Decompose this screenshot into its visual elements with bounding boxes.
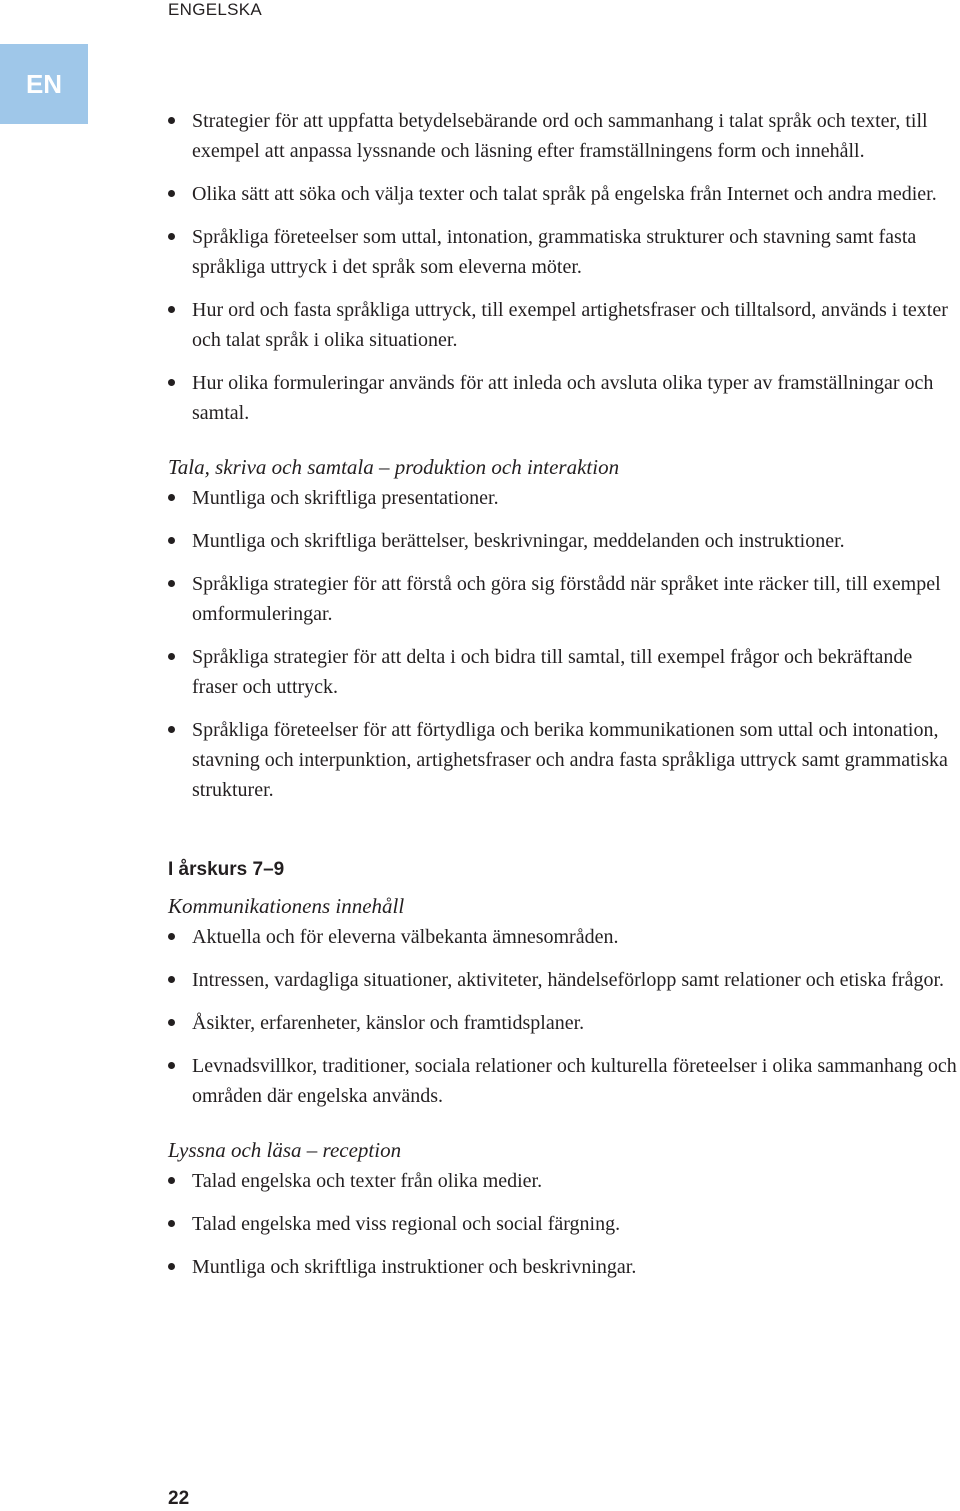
- list-item: Intressen, vardagliga situationer, aktiviteter, händelseförlopp samt relationer och etiska frågor.: [168, 965, 958, 995]
- list-item: Språkliga strategier för att delta i och bidra till samtal, till exempel frågor och bekräftande fraser och uttryck.: [168, 642, 958, 702]
- intro-list: [168, 106, 958, 428]
- production-subheading: Tala, skriva och samtala – produktion och interaktion: [168, 455, 620, 479]
- list-item: Talad engelska och texter från olika medier.: [168, 1166, 958, 1196]
- reception-list: [168, 1166, 958, 1282]
- list-item: Muntliga och skriftliga instruktioner och beskrivningar.: [168, 1252, 958, 1282]
- list-item: Åsikter, erfarenheter, känslor och framtidsplaner.: [168, 1008, 958, 1038]
- list-item: Strategier för att uppfatta betydelsebärande ord och sammanhang i talat språk och texter, till exempel att anpassa lyssnande och läsning efter framställningens form och innehåll.: [168, 106, 958, 166]
- list-item: Språkliga strategier för att förstå och göra sig förstådd när språket inte räcker till, till exempel omformuleringar.: [168, 569, 958, 629]
- page-number: 22: [168, 1488, 190, 1509]
- list-item: Talad engelska med viss regional och social färgning.: [168, 1209, 958, 1239]
- list-item: Aktuella och för eleverna välbekanta ämnesområden.: [168, 922, 958, 952]
- list-item: Hur ord och fasta språkliga uttryck, till exempel artighetsfraser och tilltalsord, används i texter och talat språk i olika situationer.: [168, 295, 958, 355]
- grade-heading: I årskurs 7–9: [168, 859, 285, 880]
- running-head: ENGELSKA: [168, 0, 263, 19]
- list-item: Muntliga och skriftliga berättelser, beskrivningar, meddelanden och instruktioner.: [168, 526, 958, 556]
- list-item: Hur olika formuleringar används för att inleda och avsluta olika typer av framställningar och samtal.: [168, 368, 958, 428]
- communication-list: [168, 922, 958, 1111]
- language-tab: [0, 44, 88, 124]
- language-tab-label: EN: [25, 68, 63, 99]
- list-item: Språkliga företeelser som uttal, intonation, grammatiska strukturer och stavning samt fasta språkliga uttryck i det språk som eleverna möter.: [168, 222, 958, 282]
- list-item: Olika sätt att söka och välja texter och talat språk på engelska från Internet och andra medier.: [168, 179, 958, 209]
- list-item: Levnadsvillkor, traditioner, sociala relationer och kulturella företeelser i olika sammanhang och områden där engelska används.: [168, 1051, 958, 1111]
- production-list: [168, 483, 958, 805]
- list-item: Språkliga företeelser för att förtydliga och berika kommunikationen som uttal och intonation, stavning och interpunktion, artighetsfraser och andra fasta språkliga uttryck samt grammatiska strukturer.: [168, 715, 958, 805]
- list-item: Muntliga och skriftliga presentationer.: [168, 483, 958, 513]
- communication-subheading: Kommunikationens innehåll: [168, 894, 405, 918]
- reception-subheading: Lyssna och läsa – reception: [168, 1138, 402, 1162]
- page-content: [168, 106, 958, 1295]
